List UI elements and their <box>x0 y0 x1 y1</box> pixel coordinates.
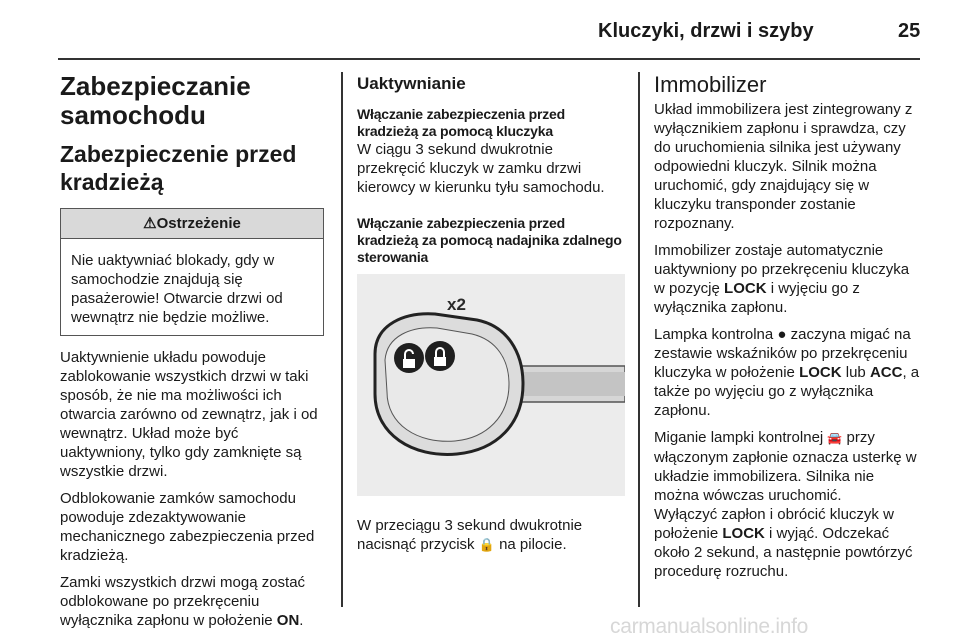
subsection-heading: Immobilizer <box>654 72 767 97</box>
paragraph <box>357 516 625 554</box>
text-run: Zamki wszystkich drzwi mogą zostać odblokowane po przekręceniu wyłącznika zapłonu w położenie <box>60 574 306 629</box>
warning-label: Ostrzeżenie <box>156 215 241 232</box>
column-divider-1 <box>341 72 343 607</box>
lock-icon: 🔒 <box>478 537 495 552</box>
press-count-label: x2 <box>447 295 466 314</box>
bold-term: ON <box>276 612 300 629</box>
paragraph: Uaktywnienie układu powoduje zablokowanie wszystkich drzwi w taki sposób, że nie ma możliwości ich otwarcia zarówno od zewnątrz, jak i od wewnątrz. Układ może być uaktywniony, tylko gdy zamknięte są wszystkie drzwi. <box>60 349 318 480</box>
text-run: na pilocie. <box>494 536 567 553</box>
paragraph: Układ immobilizera jest zintegrowany z wyłącznikiem zapłonu i sprawdza, czy do uruchomienia silnika jest używany odpowiedni kluczyk. Silnik można uruchomić, gdy znajdujący się w kluczyku transponder zostanie rozpoznany. <box>654 101 913 232</box>
subsection-heading: Uaktywnianie <box>357 74 466 93</box>
text-run: lub <box>841 364 870 381</box>
paragraph: W ciągu 3 sekund dwukrotnie przekręcić kluczyk w zamku drzwi kierowcy w kierunku tyłu samochodu. <box>357 141 605 196</box>
key-fob-illustration <box>357 274 625 496</box>
page-number: 25 <box>898 20 921 42</box>
text-run: , a także po wyjęciu go z wyłącznika zapłonu. <box>654 364 920 419</box>
column-2 <box>357 72 625 562</box>
warning-text: Nie uaktywniać blokady, gdy w samochodzie znajdują się pasażerowie! Otwarcie drzwi od wewnątrz nie będzie możliwe. <box>71 252 283 326</box>
text-run: i wyjąć. Odczekać około 2 sekund, a następnie powtórzyć procedurę rozruchu. <box>654 525 913 580</box>
paragraph <box>654 505 922 581</box>
paragraph <box>654 428 922 505</box>
bold-term: LOCK <box>722 525 765 542</box>
immobilizer-warning-icon: 🚘 <box>827 431 843 445</box>
bold-term: ACC <box>869 364 903 381</box>
text-run: Immobilizer zostaje automatycznie uaktywniony po przekręceniu kluczyka w pozycję <box>654 242 910 297</box>
text-run: Lampka kontrolna <box>654 326 778 343</box>
text-run: W przeciągu 3 sekund dwukrotnie nacisnąć przycisk <box>357 517 583 553</box>
text-run: Wyłączyć zapłon i obrócić kluczyk w położenie <box>654 506 894 542</box>
watermark: carmanualsonline.info <box>610 615 808 638</box>
section-subtitle: Zabezpieczenie przed kradzieżą <box>60 141 297 195</box>
text-run: i wyjęciu go z wyłącznika zapłonu. <box>654 280 860 316</box>
text-run: zaczyna migać na zestawie wskaźników po przekręceniu kluczyka w położenie <box>654 326 911 381</box>
procedure-heading: Włączanie zabezpieczenia przed kradzieżą za pomocą kluczyka <box>357 106 565 139</box>
paragraph <box>60 573 328 630</box>
column-divider-2 <box>638 72 640 607</box>
section-title: Zabezpieczanie samochodu <box>60 71 251 130</box>
header-title: Kluczyki, drzwi i szyby <box>598 20 814 42</box>
paragraph <box>654 325 922 420</box>
paragraph: Odblokowanie zamków samochodu powoduje zdezaktywowanie mechanicznego zabezpieczenia przed kradzieżą. <box>60 490 315 564</box>
procedure-heading: Włączanie zabezpieczenia przed kradzieżą za pomocą nadajnika zdalnego sterowania <box>357 215 622 265</box>
text-run: . <box>299 612 304 629</box>
indicator-lamp-icon: ● <box>777 326 787 343</box>
text-run: Miganie lampki kontrolnej <box>654 429 828 446</box>
key-fob-icon <box>357 274 625 496</box>
paragraph <box>654 241 922 317</box>
warning-header <box>61 209 323 239</box>
header-rule <box>58 58 920 60</box>
column-3 <box>654 72 922 589</box>
warning-triangle-icon: ⚠ <box>143 215 157 232</box>
warning-box <box>60 208 324 336</box>
column-1 <box>60 72 328 638</box>
bold-term: LOCK <box>724 280 767 297</box>
text-run: przy włączonym zapłonie oznacza usterkę w układzie immobilizera. Silnika nie można wówczas uruchomić. <box>654 429 917 504</box>
bold-term: LOCK <box>799 364 842 381</box>
